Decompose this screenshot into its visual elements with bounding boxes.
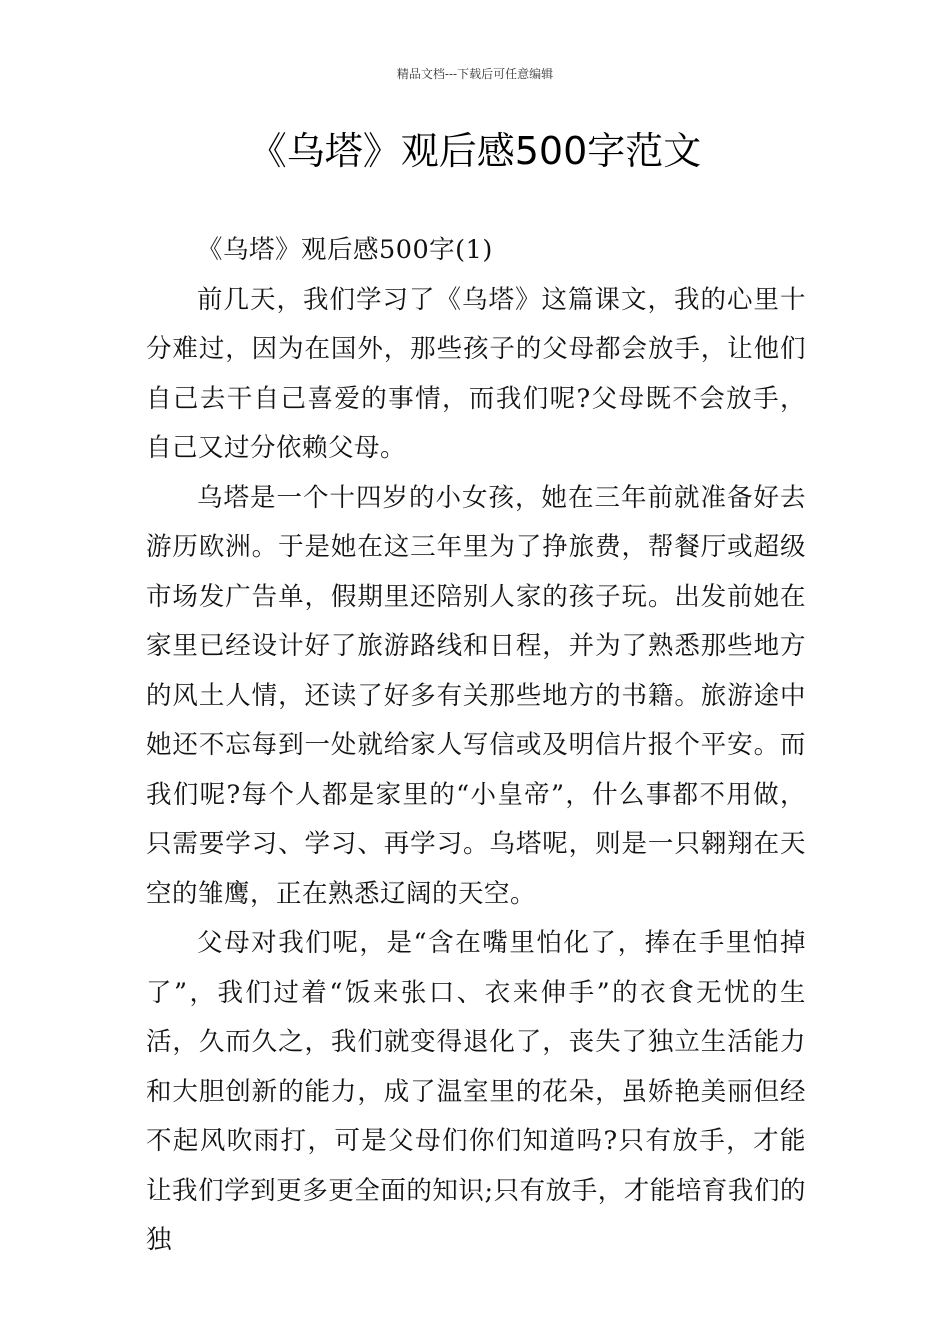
body-paragraph-1: 前几天，我们学习了《乌塔》这篇课文，我的心里十分难过，因为在国外，那些孩子的父母都会放手，让他们自己去干自己喜爱的事情，而我们呢?父母既不会放手，自己又过分依赖父母。 bbox=[146, 284, 806, 463]
subtitle-paragraph: 《乌塔》观后感500字(1) bbox=[197, 235, 493, 265]
header-note: 精品文档---下载后可任意编辑 bbox=[396, 67, 554, 81]
document-body bbox=[146, 226, 806, 1266]
document-title: 《乌塔》观后感500字范文 bbox=[248, 129, 702, 173]
body-paragraph-3: 父母对我们呢，是“含在嘴里怕化了，捧在手里怕掉了”，我们过着“饭来张口、衣来伸手”的衣食无忧的生活，久而久之，我们就变得退化了，丧失了独立生活能力和大胆创新的能力，成了温室里的花朵，虽娇艳美丽但经不起风吹雨打，可是父母们你们知道吗?只有放手，才能让我们学到更多更全面的知识;只有放手，才能培育我们的独 bbox=[146, 928, 806, 1255]
body-paragraph-2: 乌塔是一个十四岁的小女孩，她在三年前就准备好去游历欧洲。于是她在这三年里为了挣旅费，帮餐厅或超级市场发广告单，假期里还陪别人家的孩子玩。出发前她在家里已经设计好了旅游路线和日程，并为了熟悉那些地方的风土人情，还读了好多有关那些地方的书籍。旅游途中她还不忘每到一处就给家人写信或及明信片报个平安。而我们呢?每个人都是家里的“小皇帝”，什么事都不用做，只需要学习、学习、再学习。乌塔呢，则是一只翱翔在天空的雏鹰，正在熟悉辽阔的天空。 bbox=[146, 482, 806, 909]
